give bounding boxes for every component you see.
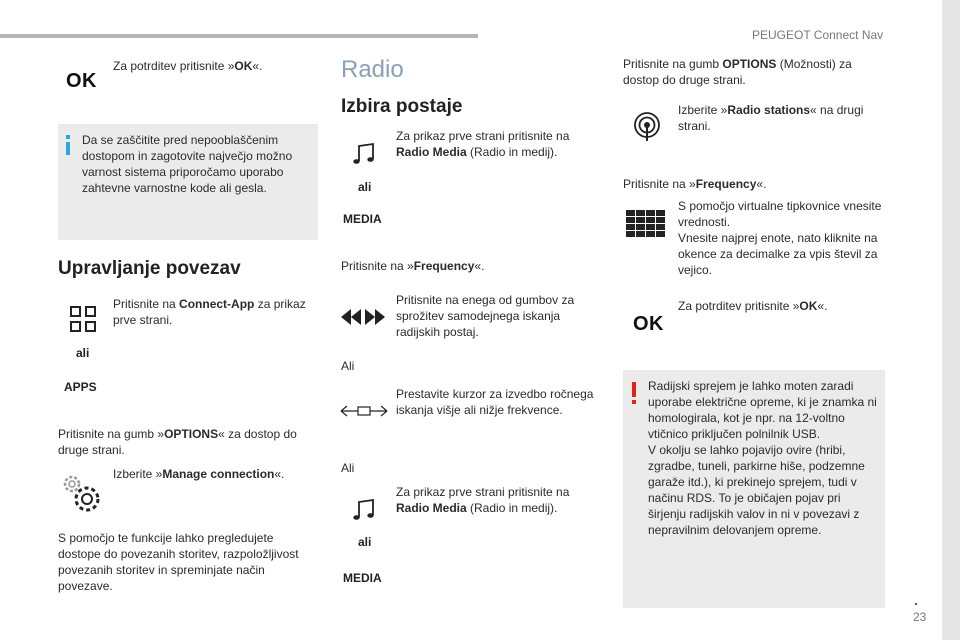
warning-icon [632,382,636,404]
right-options-instruction: Pritisnite na gumb OPTIONS (Možnosti) za dostop do druge strani. [623,57,852,87]
media-button-label-2: MEDIA [343,571,382,585]
radio-media-instruction-2: Za prikaz prve strani pritisnite na Radio Media (Radio in medij). [396,485,570,515]
connections-summary: S pomočjo te funkcije lahko pregledujete dostope do povezanih storitev, razpoložljivost povezanih storitev in spreminjate način povezave. [58,531,299,593]
ok-button-label: OK [66,70,97,92]
info-note-text: Da se zaščitite pred nepooblaščenim dostopom in zagotovite največjo možno varnost sistema priporočamo uporabo zahtevne varnostne kode ali gesla. [82,133,293,195]
keypad-icon [626,210,666,238]
seek-arrows-icon [340,308,386,326]
apps-button-label: APPS [64,380,97,394]
music-note-icon [352,142,376,166]
section-title-connections: Upravljanje povezav [58,258,241,279]
warning-note-text: Radijski sprejem je lahko moten zaradi uporabe električne opreme, ki je znamka ni homologirala, kot je npr. na 12-voltno vtičnico priključen polnilnik USB. V okolju se lahko pojavijo ovire (hribi, zgradbe, tuneli, parkirne hiše, podzemne garaže itd.), ki prekinejo sprejem, tudi v načinu RDS. To je običajen pojav pri širjenju radijskih valov in ni v povezavi z nepravilnim delovanjem opreme. [648,379,877,537]
footer-bullet: . [914,592,918,608]
info-note [58,124,318,240]
slider-instruction: Prestavite kurzor za izvedbo ročnega iskanja višje ali nižje frekvence. [396,387,594,417]
or-label-2: ali [358,535,372,549]
right-frequency-instruction: Pritisnite na »Frequency«. [623,177,767,191]
ali-label-1: Ali [341,359,355,373]
connect-app-instruction: Pritisnite na Connect-App za prikaz prve strani. [113,297,306,327]
right-ok-instruction: Za potrditev pritisnite »OK«. [678,299,828,313]
keypad-instruction: S pomočjo virtualne tipkovnice vnesite vrednosti. Vnesite najprej enote, nato kliknite na okence za decimalke za vpis števil za vejico. [678,199,882,277]
gears-icon [60,472,102,514]
options-instruction: Pritisnite na gumb »OPTIONS« za dostop do druge strani. [58,427,297,457]
header-rule [0,34,478,38]
connect-app-grid-icon [70,306,96,332]
radio-stations-icon [632,112,662,142]
ok-instruction: Za potrditev pritisnite »OK«. [113,59,263,73]
page-number: 23 [913,610,927,624]
header-title: PEUGEOT Connect Nav [752,28,884,42]
or-label: ali [76,346,90,360]
or-label-1: ali [358,180,372,194]
right-rail [942,0,960,640]
radio-title: Radio [341,56,404,83]
section-title-station: Izbira postaje [341,96,463,117]
slider-arrows-icon [340,404,388,418]
music-note-icon-2 [352,498,376,522]
manage-connection-instruction: Izberite »Manage connection«. [113,467,285,481]
seek-instruction: Pritisnite na enega od gumbov za sprožitev samodejnega iskanja radijskih postaj. [396,293,575,339]
warning-note [623,370,885,608]
media-button-label-1: MEDIA [343,212,382,226]
ali-label-2: Ali [341,461,355,475]
info-icon [66,135,70,155]
frequency-instruction: Pritisnite na »Frequency«. [341,259,485,273]
ok-button-label-right: OK [633,313,664,335]
radio-stations-instruction: Izberite »Radio stations« na drugi strani. [678,103,864,133]
radio-media-instruction-1: Za prikaz prve strani pritisnite na Radio Media (Radio in medij). [396,129,570,159]
